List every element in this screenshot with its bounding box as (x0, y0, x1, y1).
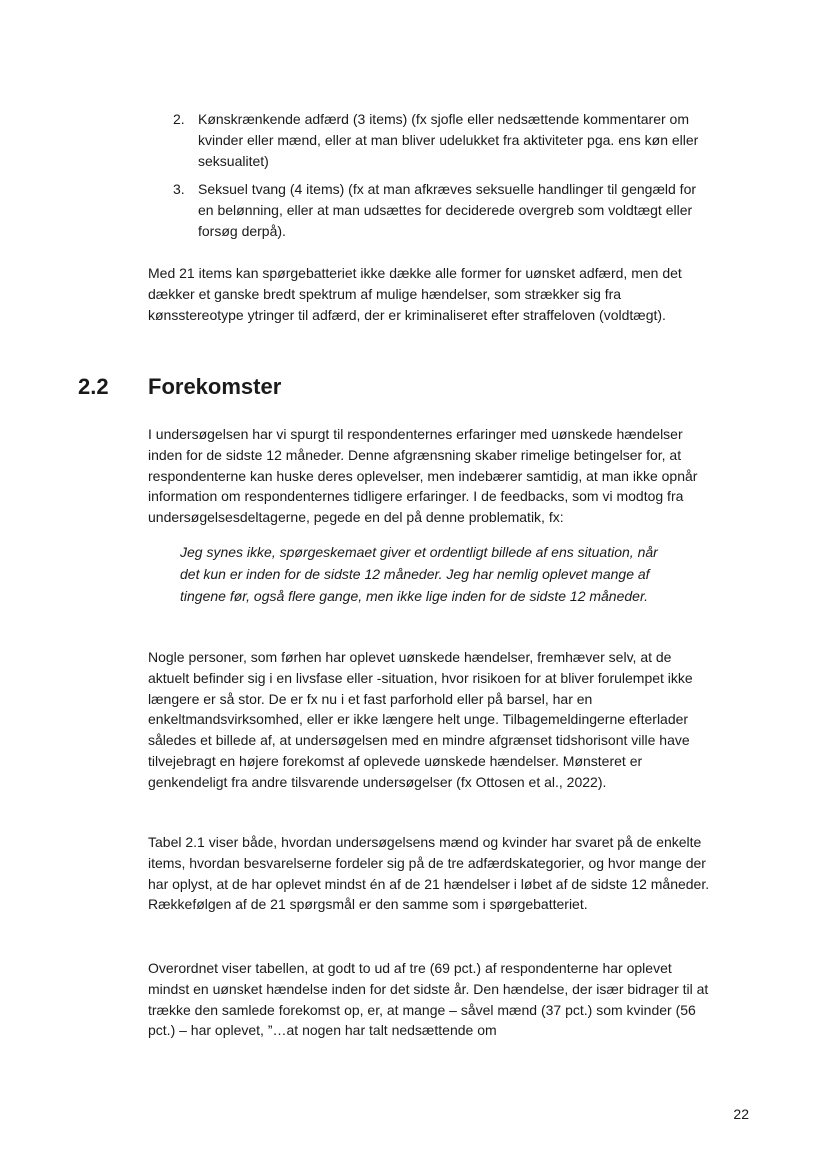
body-paragraph-1: I undersøgelsen har vi spurgt til respondenternes erfaringer med uønskede hændelser inden for de sidste 12 måneder. Denne afgrænsning skaber rimelige betingelser for, at respondenterne kan huske deres oplevelser, men indebærer samtidig, at man ikke opnår information om respondenternes tidligere erfaringer. I de feedbacks, som vi modtog fra undersøgelsesdeltagerne, pegede en del på denne problematik, fx: (148, 426, 698, 526)
body-paragraph-2: Nogle personer, som førhen har oplevet uønskede hændelser, fremhæver selv, at de aktuelt befinder sig i en livsfase eller -situation, hvor risikoen for at bliver forulempet ikke længere er så stor. De er fx nu i et fast parforhold eller på barsel, har en enkeltmandsvirksomhed, eller er ikke længere helt unge. Tilbagemeldingerne efterlader således et billede af, at undersøgelsen med en mindre afgrænset tidshorisont ville have tilvejebragt en højere forekomst af oplevede uønskede hændelser. Mønsteret er genkendeligt fra andre tilsvarende undersøgelser (fx Ottosen et al., 2022). (148, 649, 693, 790)
body-paragraph-3: Tabel 2.1 viser både, hvordan undersøgelsens mænd og kvinder har svaret på de enkelte items, hvordan besvarelserne fordeler sig på de tre adfærdskategorier, og hvor mange der har oplyst, at de har oplevet mindst én af de 21 hændelser i løbet af de sidste 12 måneder. Rækkefølgen af de 21 spørgsmål er den samme som i spørgebatteriet. (148, 834, 710, 913)
section-number: 2.2 (78, 374, 109, 399)
list-item (171, 109, 711, 171)
list-item-number: 2. (173, 111, 185, 127)
body-paragraph-4: Overordnet viser tabellen, at godt to ud af tre (69 pct.) af respondenterne har oplevet mindst en uønsket hændelse inden for det sidste år. Den hændelse, der især bidrager til at trække den samlede forekomst op, er, at mange – såvel mænd (37 pct.) som kvinder (56 pct.) – har oplevet, ”…at nogen har talt nedsættende om (148, 960, 709, 1039)
block-quote: Jeg synes ikke, spørgeskemaet giver et ordentligt billede af ens situation, når det kun er inden for de sidste 12 måneder. Jeg har nemlig oplevet mange af tingene før, også flere gange, men ikke lige inden for de sidste 12 måneder. (180, 544, 658, 604)
section-title: Forekomster (148, 374, 282, 399)
list-item (171, 179, 711, 241)
list-item-number: 3. (173, 181, 185, 198)
intro-paragraph: Med 21 items kan spørgebatteriet ikke dække alle former for uønsket adfærd, men det dækker et ganske bredt spektrum af mulige hændelser, som strækker sig fra kønsstereotype ytringer til adfærd, der er kriminaliseret efter straffeloven (voldtægt). (148, 265, 682, 323)
list-item-text: Seksuel tvang (4 items) (fx at man afkræves seksuelle handlinger til gengæld for en belønning, eller at man udsættes for deciderede overgreb som voldtægt eller forsøg derpå). (198, 181, 697, 239)
list-item-text: Kønskrænkende adfærd (3 items) (fx sjofle eller nedsættende kommentarer om kvinder eller mænd, eller at man bliver udelukket fra aktiviteter pga. ens køn eller seksualitet) (198, 111, 699, 169)
page-number: 22 (733, 1106, 749, 1122)
category-list (171, 109, 711, 250)
